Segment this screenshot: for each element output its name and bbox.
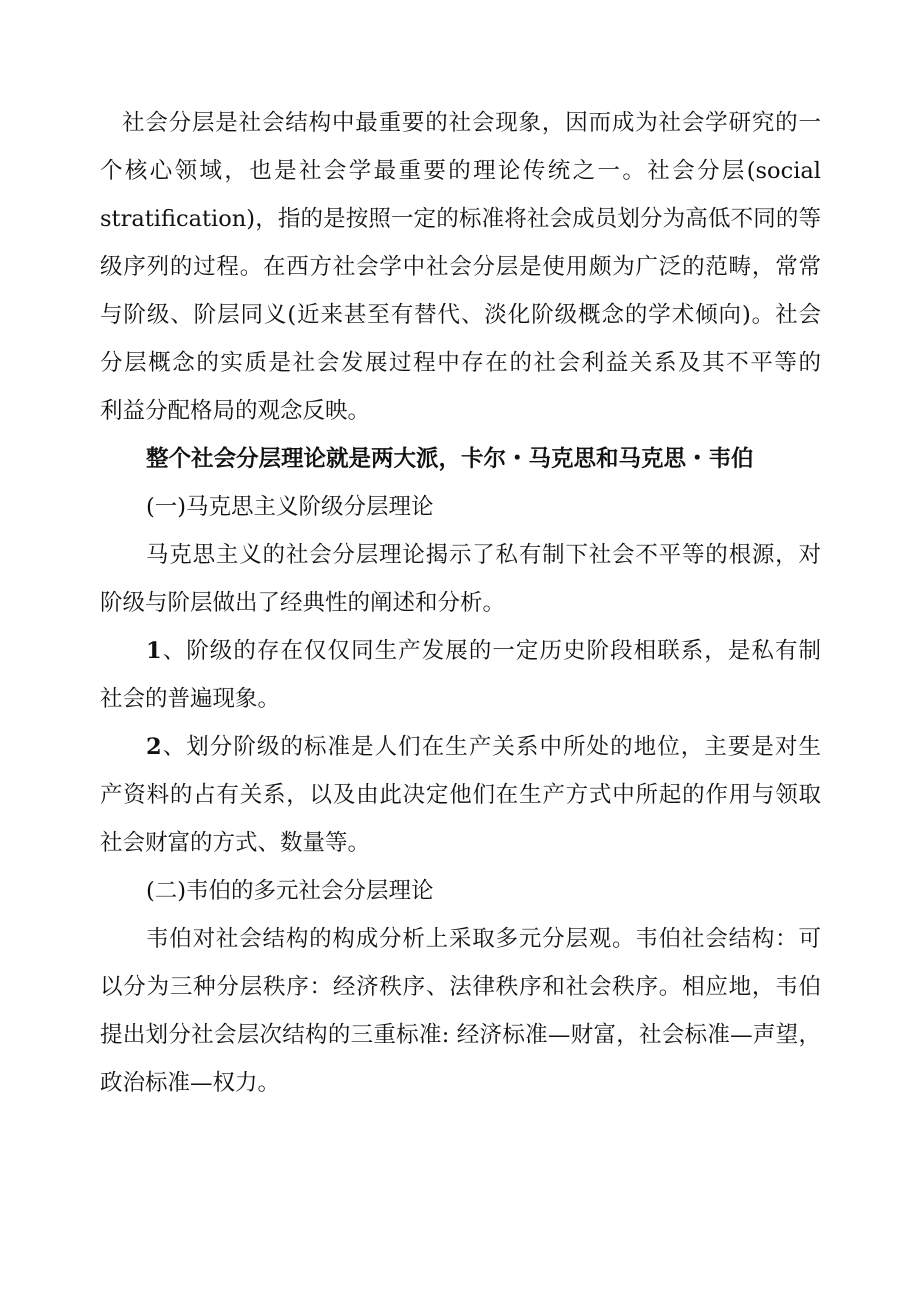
paragraph-marx bbox=[100, 531, 821, 627]
text-line: 政治标准—权力。 bbox=[100, 1070, 281, 1096]
list-text: 、划分阶级的标准是人们在生产关系中所处的地位，主要是对生 bbox=[161, 734, 821, 760]
section-heading-weber: (二)韦伯的多元社会分层理论 bbox=[146, 878, 434, 904]
list-item-1 bbox=[100, 627, 821, 723]
text-line: 分层概念的实质是社会发展过程中存在的社会利益关系及其不平等的 bbox=[100, 350, 821, 376]
text-line: 与阶级、阶层同义(近来甚至有替代、淡化阶级概念的学术倾向)。社会 bbox=[100, 302, 821, 328]
document-page bbox=[100, 99, 821, 1107]
list-number: 2 bbox=[146, 734, 162, 760]
text-line: 阶级与阶层做出了经典性的阐述和分析。 bbox=[100, 590, 506, 616]
text-line: 社会分层是社会结构中最重要的社会现象，因而成为社会学研究的一 bbox=[122, 110, 821, 136]
text-line: 利益分配格局的观念反映。 bbox=[100, 398, 371, 424]
section-summary-heading: 整个社会分层理论就是两大派，卡尔・马克思和马克思・韦伯 bbox=[146, 446, 754, 472]
text-line: 以分为三种分层秩序：经济秩序、法律秩序和社会秩序。相应地，韦伯 bbox=[100, 974, 821, 1000]
text-line: stratification)，指的是按照一定的标准将社会成员划分为高低不同的等 bbox=[100, 206, 821, 232]
paragraph-intro bbox=[100, 99, 821, 435]
text-line: 个核心领域，也是社会学最重要的理论传统之一。社会分层(social bbox=[100, 158, 821, 184]
text-line bbox=[100, 723, 821, 771]
text-line: 韦伯对社会结构的构成分析上采取多元分层观。韦伯社会结构：可 bbox=[146, 926, 821, 952]
text-line: 马克思主义的社会分层理论揭示了私有制下社会不平等的根源，对 bbox=[146, 542, 821, 568]
paragraph-weber bbox=[100, 915, 821, 1107]
list-item-2 bbox=[100, 723, 821, 867]
text-line: 社会财富的方式、数量等。 bbox=[100, 830, 371, 856]
list-number: 1 bbox=[146, 638, 162, 664]
text-line: 提出划分社会层次结构的三重标准: 经济标准—财富，社会标准—声望， bbox=[100, 1022, 821, 1048]
text-line: 社会的普遍现象。 bbox=[100, 686, 281, 712]
section-heading-marx: (一)马克思主义阶级分层理论 bbox=[146, 494, 434, 520]
list-text: 、阶级的存在仅仅同生产发展的一定历史阶段相联系，是私有制 bbox=[161, 638, 821, 664]
text-line bbox=[100, 627, 821, 675]
text-line: 级序列的过程。在西方社会学中社会分层是使用颇为广泛的范畴，常常 bbox=[100, 254, 821, 280]
text-line: 产资料的占有关系，以及由此决定他们在生产方式中所起的作用与领取 bbox=[100, 782, 821, 808]
